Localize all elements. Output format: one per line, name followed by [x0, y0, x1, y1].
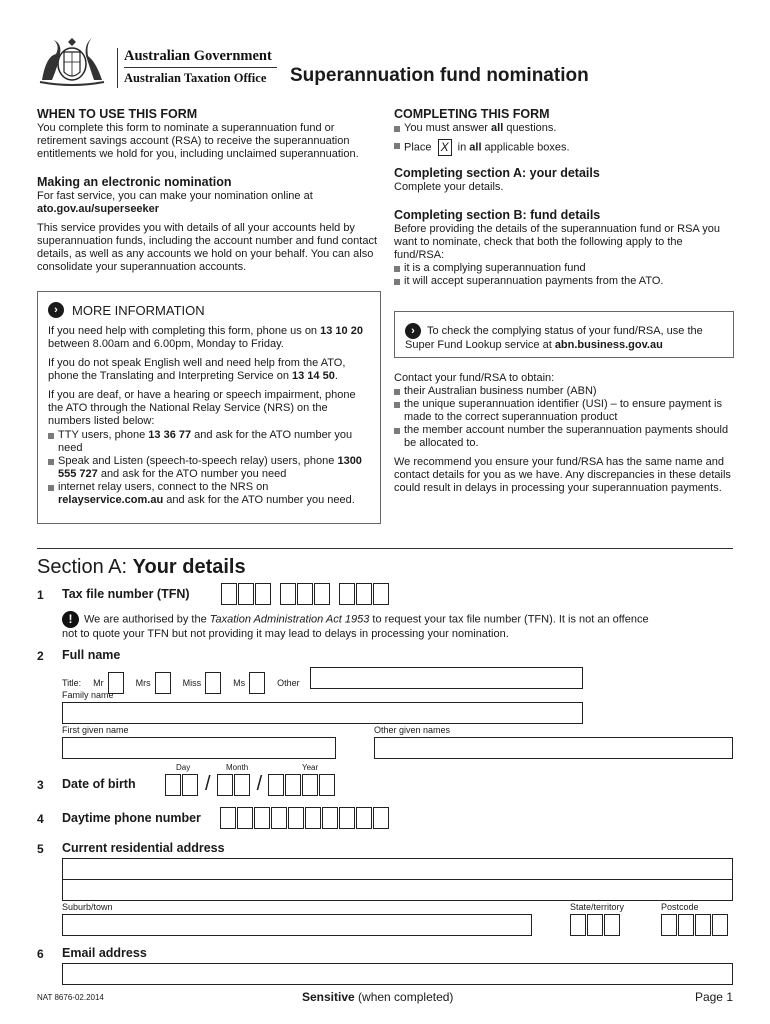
dob-day-digit[interactable]	[182, 774, 198, 796]
q1-number: 1	[37, 588, 44, 602]
phone-digit[interactable]	[373, 807, 389, 829]
q3-label: Date of birth	[62, 777, 136, 791]
form-title: Superannuation fund nomination	[290, 65, 589, 86]
phone-digit[interactable]	[220, 807, 236, 829]
electronic-text1: For fast service, you can make your nomination online at	[37, 190, 313, 202]
tfn-digit[interactable]	[221, 583, 237, 605]
phone-digit[interactable]	[288, 807, 304, 829]
arrow-right-icon: ›	[405, 323, 421, 339]
dob-month-digit[interactable]	[217, 774, 233, 796]
tfn-digit[interactable]	[314, 583, 330, 605]
q5-label: Current residential address	[62, 841, 225, 855]
section-a-title: Section A: Your details	[37, 556, 246, 578]
title-other-input[interactable]	[310, 667, 583, 689]
section-b-bullet-2: it will accept superannuation payments from the ATO.	[394, 275, 734, 288]
when-heading: WHEN TO USE THIS FORM	[37, 107, 198, 121]
more-info-title: MORE INFORMATION	[72, 302, 205, 318]
relayservice-link[interactable]: relayservice.com.au	[58, 494, 164, 506]
title-ms-label: Ms	[233, 677, 246, 688]
state-char[interactable]	[604, 914, 620, 936]
section-b-bullet-1: it is a complying superannuation fund	[394, 262, 734, 275]
electronic-text2: This service provides you with details of all your accounts held by superannuation funds, including the account number and fund contact details, as well as any accounts we hold on your behalf. You can also consolidate your superannuation accounts.	[37, 222, 378, 273]
right-column-lower	[394, 372, 734, 495]
section-b-text: Before providing the details of the superannuation fund or RSA you want to nominate, check that both the following apply to the fund/RSA:	[394, 223, 720, 261]
left-column	[37, 107, 382, 274]
dob-day-label: Day	[176, 763, 191, 772]
section-a-divider	[37, 548, 733, 549]
alert-icon: !	[62, 611, 79, 628]
government-wordmark	[117, 48, 277, 88]
when-text: You complete this form to nominate a superannuation fund or retirement savings account (RSA) to receive the superannuation entitlements we hold for you, including unclaimed superannuation.	[37, 122, 359, 160]
q1-label: Tax file number (TFN)	[62, 587, 190, 601]
dob-year-digit[interactable]	[268, 774, 284, 796]
abn-lookup-link[interactable]: abn.business.gov.au	[554, 339, 663, 351]
arrow-right-icon: ›	[48, 302, 64, 318]
electronic-heading: Making an electronic nomination	[37, 175, 232, 189]
more-info-bullet-speak: Speak and Listen (speech-to-speech relay) users, phone 1300 555 727 and ask for the ATO number you need	[48, 455, 373, 481]
more-info-p2: If you do not speak English well and need help from the ATO, phone the Translating and Interpreting Service on 13 14 50.	[48, 357, 346, 382]
completing-bullet-1: You must answer all questions.	[394, 122, 734, 135]
dob-month-label: Month	[226, 763, 249, 772]
more-info-bullet-internet: internet relay users, connect to the NRS on relayservice.com.au and ask for the ATO number you need.	[48, 481, 373, 507]
dob-day-digit[interactable]	[165, 774, 181, 796]
contact-bullet-member: the member account number the superannuation payments should be allocated to.	[394, 424, 734, 450]
address-line1-input[interactable]	[62, 858, 733, 880]
q6-label: Email address	[62, 946, 147, 960]
phone-digit[interactable]	[305, 807, 321, 829]
postcode-digit[interactable]	[678, 914, 694, 936]
page-number: Page 1	[694, 990, 733, 1004]
more-information-box	[37, 291, 381, 524]
title-miss-label: Miss	[182, 677, 202, 688]
phone-digit[interactable]	[339, 807, 355, 829]
email-input[interactable]	[62, 963, 733, 985]
tfn-digit[interactable]	[339, 583, 355, 605]
q1-note: ! We are authorised by the Taxation Administration Act 1953 to request your tax file number (TFN). It is not an offence not to quote your TFN but not providing it may lead to delays in processing your nomination.	[62, 612, 649, 640]
phone-digit[interactable]	[322, 807, 338, 829]
title-other-label: Other	[277, 677, 300, 688]
q5-number: 5	[37, 842, 44, 856]
address-line2-input[interactable]	[62, 879, 733, 901]
tfn-digit[interactable]	[255, 583, 271, 605]
coat-of-arms-logo	[34, 36, 110, 88]
title-mr-label: Mr	[93, 677, 104, 688]
more-info-p1: If you need help with completing this form, phone us on 13 10 20 between 8.00am and 6.00pm, Monday to Friday.	[48, 325, 363, 350]
family-name-label: Family name	[62, 690, 114, 700]
super-fund-lookup-box	[394, 311, 734, 358]
q4-number: 4	[37, 812, 44, 826]
title-mrs-checkbox[interactable]	[155, 672, 171, 694]
postcode-digit[interactable]	[712, 914, 728, 936]
form-code: NAT 8676-02.2014	[37, 993, 104, 1002]
phone-input[interactable]	[220, 807, 390, 829]
other-given-names-label: Other given names	[374, 725, 451, 735]
more-info-bullet-tty: TTY users, phone 13 36 77 and ask for the ATO number you need	[48, 429, 373, 455]
tfn-digit[interactable]	[280, 583, 296, 605]
completing-heading: COMPLETING THIS FORM	[394, 107, 550, 121]
contact-intro: Contact your fund/RSA to obtain:	[394, 372, 555, 384]
suburb-input[interactable]	[62, 914, 532, 936]
tfn-digit[interactable]	[297, 583, 313, 605]
title-miss-checkbox[interactable]	[205, 672, 221, 694]
postcode-digit[interactable]	[661, 914, 677, 936]
section-a-text: Complete your details.	[394, 181, 504, 193]
title-label: Title:	[62, 677, 82, 688]
state-input[interactable]	[570, 914, 621, 936]
dob-year-digit[interactable]	[285, 774, 301, 796]
right-column	[394, 107, 734, 288]
suburb-label: Suburb/town	[62, 902, 113, 912]
dob-month-digit[interactable]	[234, 774, 250, 796]
q3-number: 3	[37, 778, 44, 792]
tfn-digit[interactable]	[373, 583, 389, 605]
phone-digit[interactable]	[356, 807, 372, 829]
sensitive-label: Sensitive (when completed)	[302, 990, 454, 1004]
recommend-text: We recommend you ensure your fund/RSA has the same name and contact details for you as we have. Any discrepancies in these details could result in delays in processing your superannuation payments.	[394, 456, 731, 494]
contact-bullet-usi: the unique superannuation identifier (USI) – to ensure payment is made to the correct superannuation product	[394, 398, 734, 424]
phone-digit[interactable]	[271, 807, 287, 829]
q4-label: Daytime phone number	[62, 811, 201, 825]
completing-bullet-2: Place X in all applicable boxes.	[394, 139, 734, 156]
gov-line1: Australian Government	[124, 48, 272, 64]
section-a-heading: Completing section A: your details	[394, 166, 600, 180]
tfn-digit[interactable]	[356, 583, 372, 605]
dob-year-digit[interactable]	[302, 774, 318, 796]
phone-digit[interactable]	[237, 807, 253, 829]
x-mark-box: X	[438, 139, 452, 156]
superseeker-link[interactable]: ato.gov.au/superseeker	[37, 203, 160, 215]
state-label: State/territory	[570, 902, 625, 912]
gov-line2: Australian Taxation Office	[124, 67, 277, 86]
title-mrs-label: Mrs	[135, 677, 151, 688]
phone-digit[interactable]	[254, 807, 270, 829]
dob-year-label: Year	[302, 763, 319, 772]
contact-bullet-abn: their Australian business number (ABN)	[394, 385, 734, 398]
tfn-input[interactable]	[221, 583, 390, 605]
title-ms-checkbox[interactable]	[249, 672, 265, 694]
tfn-digit[interactable]	[238, 583, 254, 605]
date-separator: /	[205, 773, 211, 795]
q2-label: Full name	[62, 648, 121, 662]
section-b-heading: Completing section B: fund details	[394, 208, 601, 222]
lookup-text: › To check the complying status of your fund/RSA, use the Super Fund Lookup service at abn.business.gov.au	[405, 324, 703, 351]
postcode-label: Postcode	[661, 902, 699, 912]
first-given-name-input[interactable]	[62, 737, 336, 759]
q2-number: 2	[37, 649, 44, 663]
date-separator: /	[256, 773, 263, 795]
other-given-names-input[interactable]	[374, 737, 733, 759]
dob-input[interactable]	[165, 773, 336, 796]
family-name-input[interactable]	[62, 702, 583, 724]
dob-year-digit[interactable]	[319, 774, 335, 796]
q6-number: 6	[37, 947, 44, 961]
more-info-p3: If you are deaf, or have a hearing or speech impairment, phone the ATO through the National Relay Service (NRS) on the numbers listed below:	[48, 389, 356, 427]
state-char[interactable]	[570, 914, 586, 936]
first-given-name-label: First given name	[62, 725, 129, 735]
state-char[interactable]	[587, 914, 603, 936]
postcode-input[interactable]	[661, 914, 729, 936]
postcode-digit[interactable]	[695, 914, 711, 936]
